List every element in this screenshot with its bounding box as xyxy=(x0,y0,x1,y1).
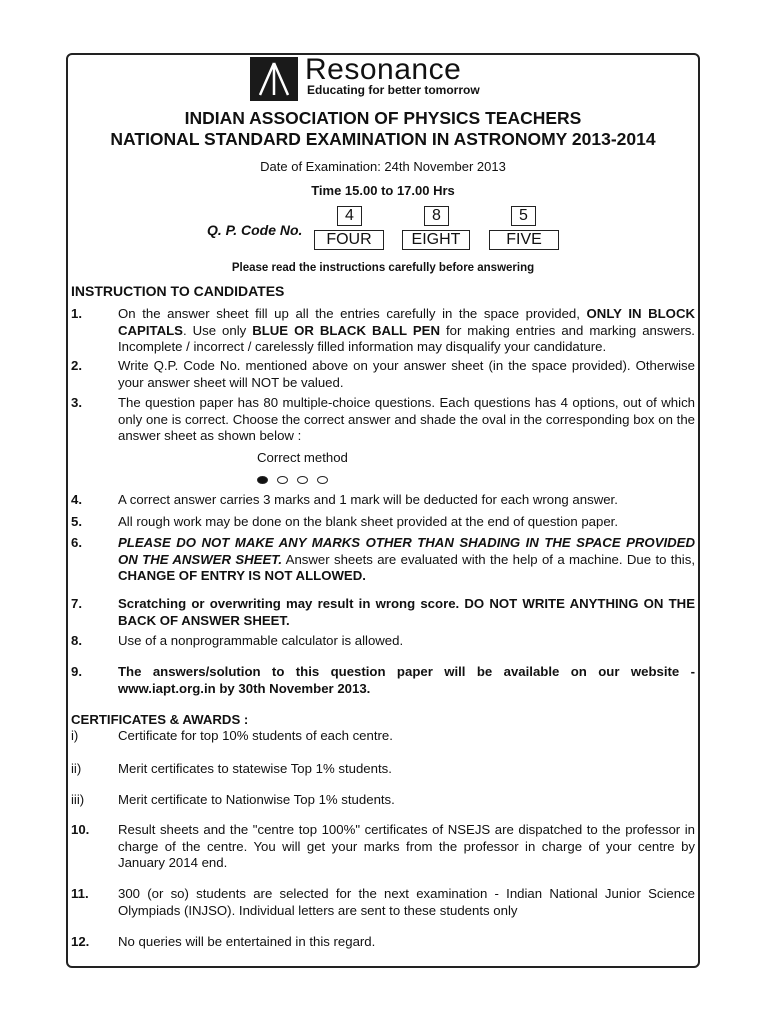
resonance-logo xyxy=(250,53,510,101)
org-title: INDIAN ASSOCIATION OF PHYSICS TEACHERS xyxy=(184,108,582,128)
qp-digit-2: 8 xyxy=(424,206,449,226)
logo-tagline: Educating for better tomorrow xyxy=(307,83,480,97)
logo-brand: Resonance xyxy=(305,53,462,86)
filled-oval-icon xyxy=(257,476,268,484)
qp-code-label: Q. P. Code No. xyxy=(207,222,303,238)
qp-word-3: FIVE xyxy=(489,230,559,250)
exam-date: Date of Examination: 24th November 2013 xyxy=(260,159,506,174)
empty-oval-icon xyxy=(277,476,288,484)
qp-word-2: EIGHT xyxy=(402,230,470,250)
empty-oval-icon xyxy=(317,476,328,484)
logo-mark-icon xyxy=(250,57,298,101)
exam-time: Time 15.00 to 17.00 Hrs xyxy=(311,183,455,198)
instructions-heading: INSTRUCTION TO CANDIDATES xyxy=(71,283,285,299)
empty-oval-icon xyxy=(297,476,308,484)
qp-digit-1: 4 xyxy=(337,206,362,226)
exam-title: NATIONAL STANDARD EXAMINATION IN ASTRONOMY 2013-2014 xyxy=(110,129,656,149)
qp-digit-3: 5 xyxy=(511,206,536,226)
certificates-heading: CERTIFICATES & AWARDS : xyxy=(71,712,249,727)
answer-ovals xyxy=(257,471,337,489)
qp-word-1: FOUR xyxy=(314,230,384,250)
read-notice: Please read the instructions carefully before answering xyxy=(231,262,535,274)
correct-method-label: Correct method xyxy=(257,450,348,465)
